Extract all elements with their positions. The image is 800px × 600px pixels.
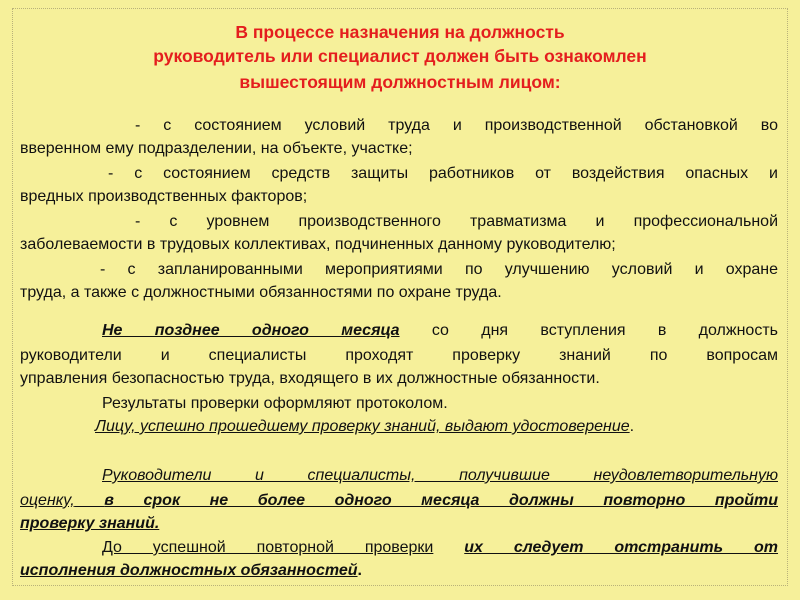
certificate-line xyxy=(95,415,800,438)
retake-deadline-emphasis: в срок не более одного месяца должны повторно пройти xyxy=(104,492,778,509)
failure-paragraph-line-2 xyxy=(20,489,778,512)
suspension-paragraph-line-2 xyxy=(20,559,778,582)
list-item-3-line-2: заболеваемости в трудовых коллективах, подчиненных данному руководителю; xyxy=(20,236,616,253)
suspension-condition: До успешной повторной проверки xyxy=(102,539,434,556)
title-line-2: руководитель или специалист должен быть ознакомлен xyxy=(153,46,647,66)
results-protocol-text: Результаты проверки оформляют протоколом. xyxy=(102,395,448,412)
duties-emphasis: исполнения должностных обязанностей xyxy=(20,562,358,579)
list-item-3-line-1: - с уровнем производственного травматизма и профессиональной xyxy=(135,213,778,230)
check-paragraph-line-3: управления безопасностью труда, входящего в их должностные обязанности. xyxy=(20,370,600,387)
list-item-2-line-2: вредных производственных факторов; xyxy=(20,188,308,205)
title-line-3: вышестоящим должностным лицом: xyxy=(239,72,561,92)
suspension-emphasis: их следует отстранить от xyxy=(464,539,779,556)
title-line-1: В процессе назначения на должность xyxy=(235,22,565,42)
check-paragraph-line-2: руководители и специалисты проходят проверку знаний по вопросам xyxy=(20,347,778,364)
check-line-1-rest: со дня вступления в должность xyxy=(431,322,778,339)
list-item-2-line-1: - с состоянием средств защиты работников от воздействия опасных и xyxy=(108,165,778,182)
failure-paragraph-line-1: Руководители и специалисты, получившие неудовлетворительную xyxy=(102,467,778,484)
list-item-4-line-2: труда, а также с должностными обязанностями по охране труда. xyxy=(20,284,502,301)
list-item-4-line-1: - с запланированными мероприятиями по улучшению условий и охране xyxy=(100,261,778,278)
duties-period: . xyxy=(357,562,362,579)
failure-paragraph-line-3: проверку знаний. xyxy=(20,515,160,532)
list-item-1-line-2: вверенном ему подразделении, на объекте, участке; xyxy=(20,140,413,157)
list-item-1-line-1: - с состоянием условий труда и производственной обстановкой во xyxy=(135,117,778,134)
certificate-text: Лицу, успешно прошедшему проверку знаний, выдают удостоверение xyxy=(95,418,630,435)
failure-evaluation-word: оценку, xyxy=(20,492,75,509)
check-paragraph-line-1 xyxy=(102,319,778,342)
deadline-emphasis: Не позднее одного месяца xyxy=(102,322,400,339)
certificate-period: . xyxy=(629,418,635,435)
suspension-paragraph-line-1 xyxy=(102,536,778,559)
